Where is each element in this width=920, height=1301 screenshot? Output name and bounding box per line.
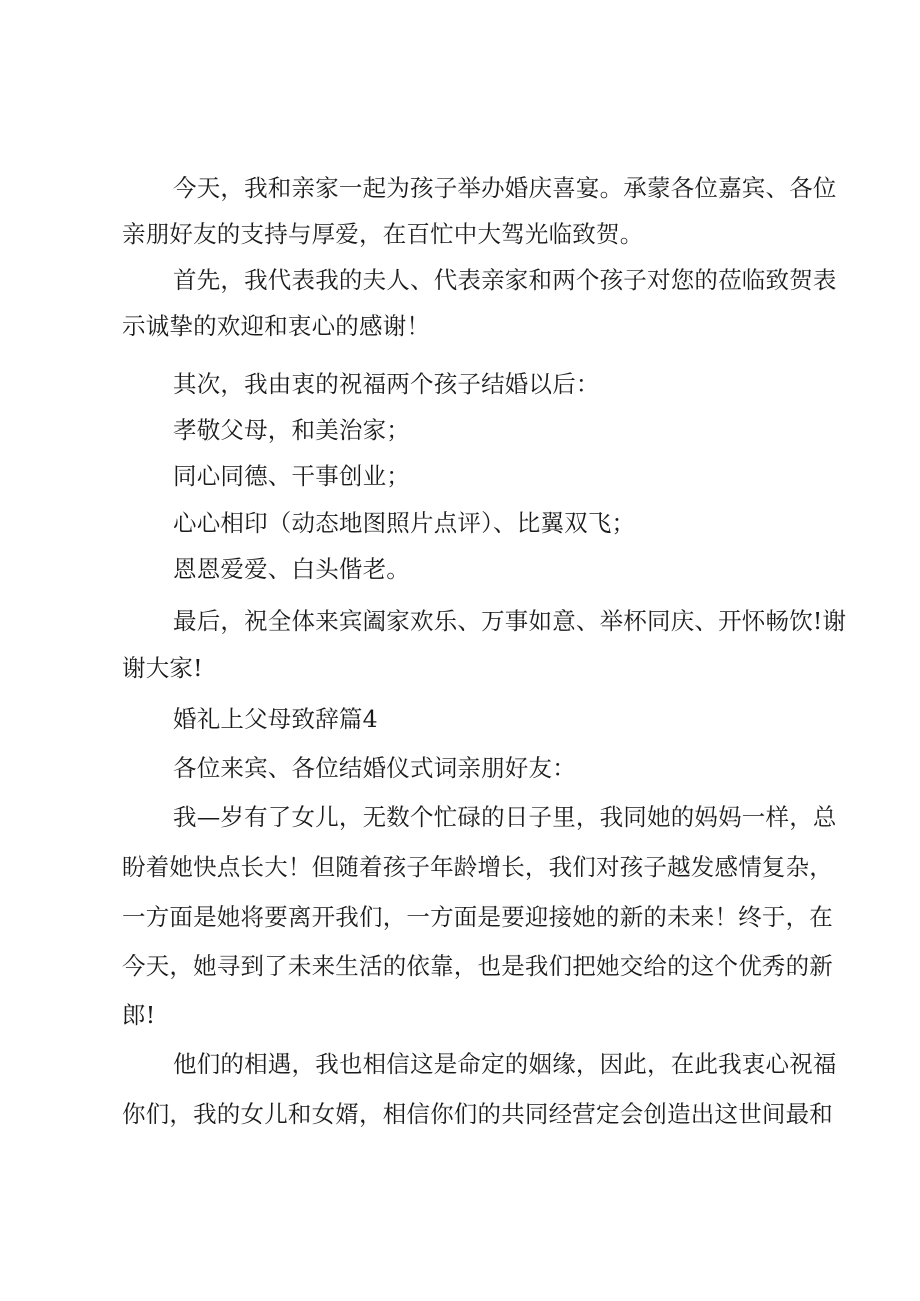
paragraph-7-line-1: 恩恩爱爱、白头偕老。 bbox=[173, 555, 410, 583]
paragraph-2-line-1: 首先，我代表我的夫人、代表亲家和两个孩子对您的莅临致贺表 bbox=[173, 266, 837, 294]
paragraph-1-line-2: 亲朋好友的支持与厚爱，在百忙中大驾光临致贺。 bbox=[122, 220, 644, 248]
paragraph-8-line-2: 谢大家! bbox=[122, 654, 203, 682]
paragraph-8-line-1: 最后，祝全体来宾阖家欢乐、万事如意、举杯同庆、开怀畅饮!谢 bbox=[173, 607, 847, 635]
paragraph-12-line-1: 他们的相遇，我也相信这是命定的姻缘，因此，在此我衷心祝福 bbox=[173, 1050, 837, 1078]
paragraph-5-line-1: 同心同德、干事创业； bbox=[173, 462, 410, 490]
paragraph-11-line-5: 郎! bbox=[122, 1001, 156, 1029]
paragraph-1-line-1: 今天，我和亲家一起为孩子举办婚庆喜宴。承蒙各位嘉宾、各位 bbox=[173, 174, 837, 202]
paragraph-4-line-1: 孝敬父母，和美治家； bbox=[173, 416, 410, 444]
paragraph-11-line-1: 我—岁有了女儿，无数个忙碌的日子里，我同她的妈妈一样，总 bbox=[173, 803, 837, 831]
paragraph-11-line-2: 盼着她快点长大！但随着孩子年龄增长，我们对孩子越发感情复杂， bbox=[122, 853, 833, 881]
paragraph-6-line-1: 心心相印（动态地图照片点评）、比翼双飞； bbox=[173, 509, 636, 537]
salutation: 各位来宾、各位结婚仪式词亲朋好友： bbox=[173, 754, 576, 782]
paragraph-11-line-3: 一方面是她将要离开我们，一方面是要迎接她的新的未来！终于，在 bbox=[122, 903, 833, 931]
paragraph-12-line-2: 你们，我的女儿和女婿，相信你们的共同经营定会创造出这世间最和 bbox=[122, 1100, 833, 1128]
paragraph-2-line-2: 示诚挚的欢迎和衷心的感谢！ bbox=[122, 312, 431, 340]
paragraph-11-line-4: 今天，她寻到了未来生活的依靠，也是我们把她交给的这个优秀的新 bbox=[122, 952, 833, 980]
paragraph-3-line-1: 其次，我由衷的祝福两个孩子结婚以后： bbox=[173, 370, 600, 398]
section-heading: 婚礼上父母致辞篇4 bbox=[173, 705, 378, 733]
